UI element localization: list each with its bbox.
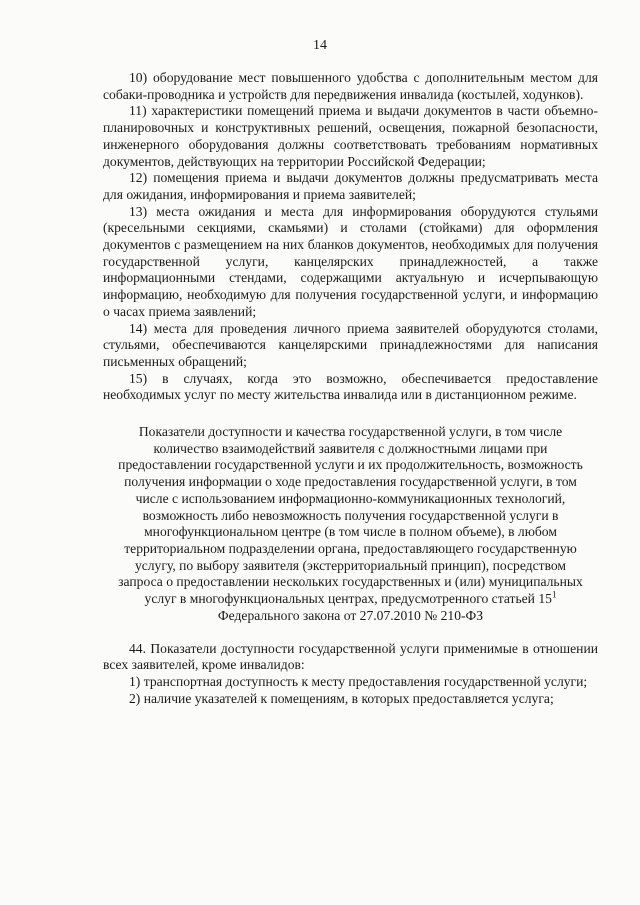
section-heading-superscript: 1 (551, 589, 557, 600)
paragraph-item-44-1: 1) транспортная доступность к месту предоставления государственной услуги; (129, 673, 588, 689)
page-number: 14 (313, 38, 327, 53)
paragraph-item-11: 11) характеристики помещений приема и выдачи документов в части объемно-планировочных и конструктивных решений, освещения, пожарной безопасности, инженерного оборудования должны соответствовать требованиям нормативных документов, действующих на территории Российской Федерации; (103, 103, 598, 169)
document-body (103, 70, 598, 707)
paragraph-item-12: 12) помещения приема и выдачи документов должны предусматривать места для ожидания, информирования и приема заявителей; (103, 170, 598, 202)
paragraph-item-44: 44. Показатели доступности государственной услуги применимые в отношении всех заявителей, кроме инвалидов: (103, 640, 598, 673)
paragraph-item-14: 14) места для проведения личного приема заявителей оборудуются столами, стульями, обеспечиваются канцелярскими принадлежностями для написания письменных обращений; (103, 320, 598, 369)
paragraph-item-44-2: 2) наличие указателей к помещениям, в которых предоставляется услуга; (129, 690, 554, 706)
section-heading-tail: Федерального закона от 27.07.2010 № 210-ФЗ (217, 607, 484, 623)
paragraph-item-15: 15) в случаях, когда это возможно, обеспечивается предоставление необходимых услуг по месту жительства инвалида или в дистанционном режиме. (103, 370, 598, 403)
paragraph-item-10: 10) оборудование мест повышенного удобства с дополнительным местом для собаки-проводника и устройств для передвижения инвалида (костылей, ходунков). (103, 70, 598, 102)
paragraph-item-13: 13) места ожидания и места для информирования оборудуются стульями (кресельными секциями, скамьями) и столами (стойками) для оформления документов с размещением на них бланков документов, необходимых для получения государственной услуги, канцелярских принадлежностей, а также информационными стендами, содержащими актуальную и исчерпывающую информацию, необходимую для получения государственной услуги, и информацию о часах приема заявлений; (103, 203, 598, 319)
section-heading-text: Показатели доступности и качества государственной услуги, в том числе количество взаимодействий заявителя с должностными лицами при предоставлении государственной услуги и их продолжительность, возможность получения информации о ходе предоставления государственной услуги, в том числе с использованием информационно-коммуникационных технологий, возможность либо невозможность получения государственной услуги в многофункциональном центре (в том числе в полном объеме), в любом территориальном подразделении органа, предоставляющего государственную услугу, по выбору заявителя (экстерриториальный принцип), посредством запроса о предоставлении нескольких государственных и (или) муниципальных услуг в многофункциональных центрах, предусмотренного статьей 15 (118, 424, 583, 607)
section-heading (115, 424, 586, 624)
